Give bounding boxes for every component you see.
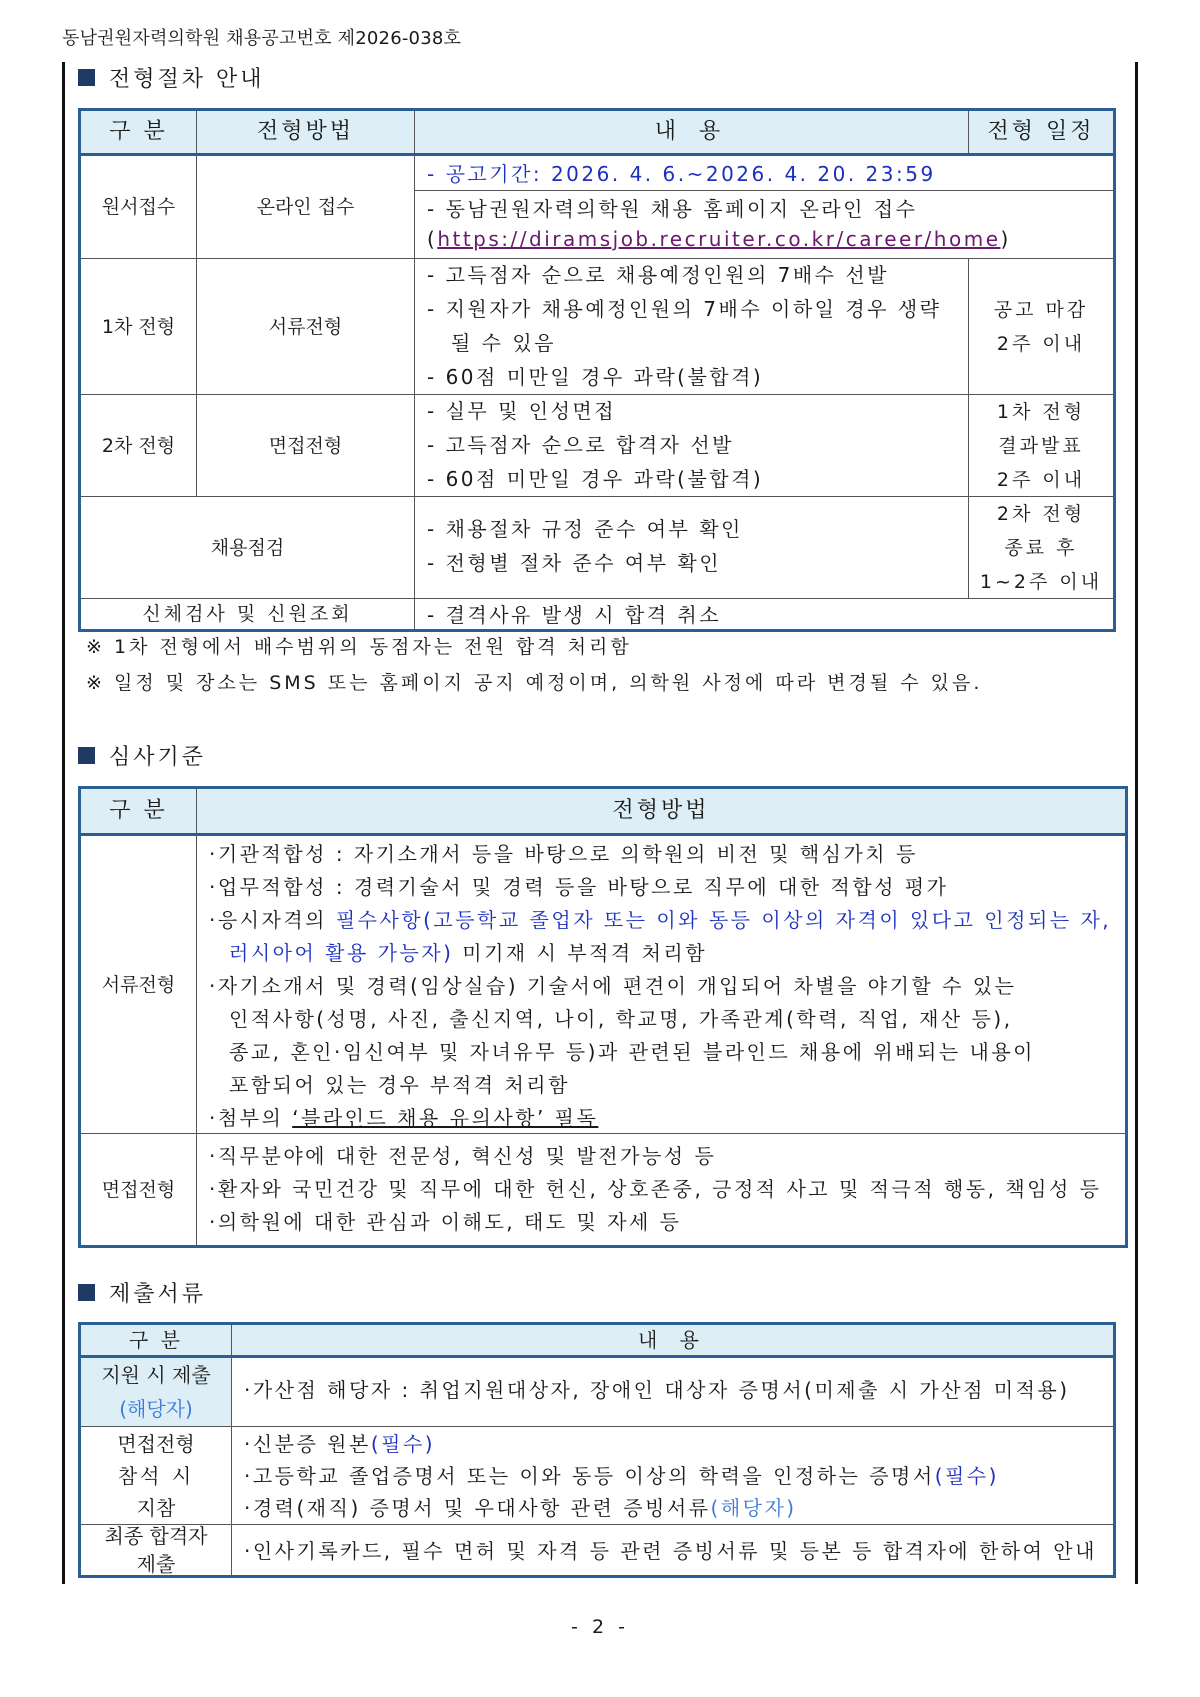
applicable-tag: (해당자) <box>710 1496 797 1520</box>
schedule-line: 2주 이내 <box>996 468 1086 491</box>
stage-cell: 1차 전형 <box>81 258 196 394</box>
doc-content-interview <box>231 1426 1113 1524</box>
section-title-criteria <box>78 740 206 771</box>
content-line: - 전형별 절차 준수 여부 확인 <box>427 551 722 575</box>
col-header: 전형방법 <box>196 111 414 153</box>
content-cell <box>414 496 968 598</box>
doc-label-application <box>81 1358 231 1426</box>
section-title-text: 제출서류 <box>109 1282 207 1307</box>
col-header: 내 용 <box>414 111 968 153</box>
content-cell <box>414 394 968 496</box>
recruit-homepage-link[interactable]: https://diramsjob.recruiter.co.kr/career/home <box>437 227 1001 251</box>
criteria-emphasis: 러시아어 활용 가능자) <box>229 941 454 965</box>
method-cell: 면접전형 <box>196 394 414 496</box>
url-open-paren: ( <box>427 227 438 251</box>
page-number: - 2 - <box>571 1616 629 1638</box>
blind-hiring-notice: ‘블라인드 채용 유의사항’ 필독 <box>292 1106 599 1130</box>
doc-label-text: 지참 <box>136 1495 176 1520</box>
note-line: ※ 일정 및 장소는 SMS 또는 홈페이지 공지 예정이며, 의학원 사정에 따라 변경될 수 있음. <box>86 672 983 694</box>
criteria-line: 종교, 혼인·임신여부 및 자녀유무 등)과 관련된 블라인드 채용에 위배되는 내용이 <box>229 1040 1035 1064</box>
url-line <box>427 227 1011 251</box>
content-line: 될 수 있음 <box>451 331 556 355</box>
required-tag: (필수) <box>934 1464 999 1488</box>
col-header: 구 분 <box>81 789 196 833</box>
doc-label-interview <box>81 1426 231 1524</box>
col-header: 전형 일정 <box>968 111 1113 153</box>
doc-line <box>244 1492 797 1521</box>
stage-cell: 신체검사 및 신원조회 <box>81 598 414 629</box>
criteria-line <box>209 904 1111 933</box>
schedule-cell <box>968 394 1113 496</box>
stage-cell: 채용점검 <box>81 496 414 598</box>
criteria-text: 미기재 시 부적격 처리함 <box>453 941 708 965</box>
schedule-line: 결과발표 <box>998 434 1084 457</box>
required-tag: (필수) <box>370 1432 436 1456</box>
criteria-line: ·의학원에 대한 관심과 이해도, 태도 및 자세 등 <box>209 1210 682 1234</box>
criteria-label-interview: 면접전형 <box>81 1133 196 1245</box>
section-title-text: 심사기준 <box>109 745 207 770</box>
documents-table <box>78 1322 1116 1578</box>
criteria-table <box>78 786 1128 1248</box>
procedure-table <box>78 108 1116 632</box>
section-title-text: 전형절차 안내 <box>109 67 265 92</box>
col-header: 구 분 <box>81 1325 231 1355</box>
content-cell <box>414 156 1113 190</box>
content-cell <box>414 190 1113 258</box>
schedule-line: 2차 전형 <box>996 502 1086 525</box>
criteria-line: 포함되어 있는 경우 부적격 처리함 <box>229 1073 570 1097</box>
content-line: - 채용절차 규정 준수 여부 확인 <box>427 517 743 541</box>
col-header: 전형방법 <box>196 789 1125 833</box>
section-title-documents <box>78 1277 206 1308</box>
schedule-cell <box>968 258 1113 394</box>
doc-line: ·인사기록카드, 필수 면허 및 자격 등 관련 증빙서류 및 등본 등 합격자에 한하여 안내 <box>244 1539 1097 1563</box>
doc-text: ·신분증 원본 <box>244 1432 371 1456</box>
doc-line <box>244 1460 999 1489</box>
stage-cell: 원서접수 <box>101 196 176 218</box>
content-line: - 60점 미만일 경우 과락(불합격) <box>427 365 764 389</box>
content-line: - 고득점자 순으로 채용예정인원의 7배수 선발 <box>427 263 889 287</box>
doc-text: ·고등학교 졸업증명서 또는 이와 동등 이상의 학력을 인정하는 증명서 <box>244 1464 935 1488</box>
criteria-line: ·환자와 국민건강 및 직무에 대한 헌신, 상호존중, 긍정적 사고 및 적극적 행동, 책임성 등 <box>209 1177 1102 1201</box>
criteria-text: ·첨부의 <box>209 1106 293 1130</box>
criteria-label-documents: 서류전형 <box>101 973 176 996</box>
right-margin-line <box>1135 62 1138 1584</box>
content-line: - 실무 및 인성면접 <box>427 399 617 423</box>
criteria-line <box>209 1102 598 1131</box>
url-close-paren: ) <box>1000 227 1011 251</box>
criteria-content-interview <box>196 1133 1125 1245</box>
square-bullet-icon <box>78 69 95 86</box>
schedule-line: 공고 마감 <box>993 298 1089 321</box>
doc-label-text: 지원 시 제출 <box>101 1363 211 1387</box>
document-header: 동남권원자력의학원 채용공고번호 제2026-038호 <box>62 28 462 49</box>
content-line: - 결격사유 발생 시 합격 취소 <box>427 603 722 627</box>
doc-label-sub: (해당자) <box>119 1397 193 1421</box>
schedule-line: 종료 후 <box>1004 536 1078 559</box>
doc-line: ·가산점 해당자 : 취업지원대상자, 장애인 대상자 증명서(미제출 시 가산점 미적용) <box>244 1378 1070 1402</box>
schedule-line: 2주 이내 <box>996 332 1086 355</box>
content-line: - 60점 미만일 경우 과락(불합격) <box>427 467 764 491</box>
criteria-line: 인적사항(성명, 사진, 출신지역, 나이, 학교명, 가족관계(학력, 직업, 재산 등), <box>229 1007 1013 1031</box>
doc-label-text: 최종 합격자 <box>104 1524 208 1548</box>
doc-label-text: 참석 시 <box>117 1463 195 1488</box>
content-line: - 지원자가 채용예정인원의 7배수 이하일 경우 생략 <box>427 297 942 321</box>
criteria-emphasis: 필수사항(고등학교 졸업자 또는 이와 동등 이상의 자격이 있다고 인정되는 자, <box>335 908 1112 932</box>
schedule-line: 1차 전형 <box>996 400 1086 423</box>
content-cell <box>414 598 1113 629</box>
criteria-line <box>229 937 707 966</box>
content-line: - 동남권원자력의학원 채용 홈페이지 온라인 접수 <box>427 197 918 221</box>
square-bullet-icon <box>78 747 95 764</box>
method-cell: 온라인 접수 <box>196 156 414 258</box>
content-cell <box>414 258 968 394</box>
square-bullet-icon <box>78 1284 95 1301</box>
stage-cell: 2차 전형 <box>81 394 196 496</box>
section-title-procedure <box>78 62 265 93</box>
criteria-line: ·기관적합성 : 자기소개서 등을 바탕으로 의학원의 비전 및 핵심가치 등 <box>209 842 918 866</box>
method-cell: 서류전형 <box>196 258 414 394</box>
col-header: 내 용 <box>231 1325 1113 1355</box>
note-line: ※ 1차 전형에서 배수범위의 동점자는 전원 합격 처리함 <box>86 636 632 658</box>
doc-content-final <box>231 1524 1113 1575</box>
content-line: - 고득점자 순으로 합격자 선발 <box>427 433 734 457</box>
doc-line <box>244 1428 435 1457</box>
doc-content-application <box>231 1358 1113 1426</box>
left-margin-line <box>62 62 65 1584</box>
period-text: - 공고기간: 2026. 4. 6.~2026. 4. 20. 23:59 <box>427 162 936 186</box>
criteria-line: ·직무분야에 대한 전문성, 혁신성 및 발전가능성 등 <box>209 1144 717 1168</box>
doc-label-text: 면접전형 <box>117 1431 195 1456</box>
criteria-content-documents <box>196 836 1125 1133</box>
col-header: 구 분 <box>81 111 196 153</box>
doc-text: ·경력(재직) 증명서 및 우대사항 관련 증빙서류 <box>244 1496 711 1520</box>
doc-label-text: 제출 <box>136 1552 176 1576</box>
schedule-cell <box>968 496 1113 598</box>
doc-label-final <box>81 1524 231 1575</box>
schedule-line: 1~2주 이내 <box>979 570 1103 593</box>
criteria-line: ·업무적합성 : 경력기술서 및 경력 등을 바탕으로 직무에 대한 적합성 평가 <box>209 875 949 899</box>
criteria-line: ·자기소개서 및 경력(임상실습) 기술서에 편견이 개입되어 차별을 야기할 수 있는 <box>209 974 1017 998</box>
criteria-text: ·응시자격의 <box>209 908 336 932</box>
